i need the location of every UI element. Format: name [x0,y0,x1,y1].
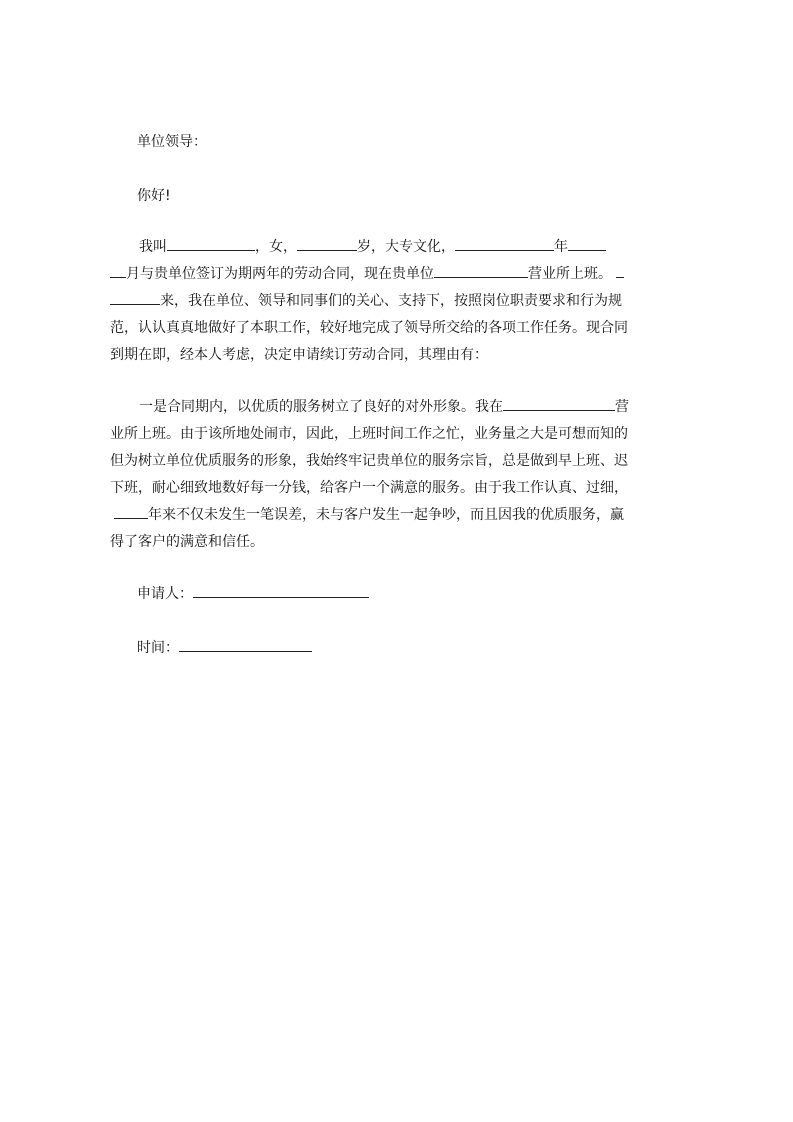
blank-month-end [110,264,126,278]
paragraph-1-line-4: 范，认认真真地做好了本职工作，较好地完成了领导所交给的各项工作任务。现合同 [110,320,628,336]
text: 岁，大专文化， [357,239,455,255]
paragraph-2-line-3: 但为树立单位优质服务的形象，我始终牢记贵单位的服务宗旨，总是做到早上班、迟 [110,453,628,469]
blank-years [114,505,148,519]
blank-office [434,264,528,278]
text: 我叫 [139,239,167,255]
blank-name [167,237,255,251]
text: 营业所上班。 [528,266,612,282]
paragraph-2-line-5 [110,505,698,525]
time-label: 时间： [137,640,179,656]
paragraph-1-line-3 [110,291,698,311]
greeting: 你好! [137,188,171,204]
blank-age [297,237,357,251]
applicant-line [137,584,725,604]
paragraph-2-line-2: 业所上班。由于该所地处闹市，因此，上班时间工作之忙，业务量之大是可想而知的 [110,426,628,442]
blank-office-2 [503,397,615,411]
blank-period-start [616,264,624,278]
text: ，女， [255,239,297,255]
text: 年来不仅未发生一笔误差，未与客户发生一起争吵，而且因我的优质服务，赢 [148,507,624,523]
text: 营 [615,399,629,415]
time-line [137,638,725,658]
text: 一是合同期内，以优质的服务树立了良好的对外形象。我在 [139,399,503,415]
blank-period [110,291,160,305]
paragraph-1-line-1 [139,237,699,257]
paragraph-1-line-2 [110,264,698,284]
time-blank[interactable] [179,638,312,652]
blank-year [455,237,554,251]
paragraph-2-line-4: 下班，耐心细致地数好每一分钱，给客户一个满意的服务。由于我工作认真、过细， [110,480,628,496]
blank-month-start [568,237,606,251]
paragraph-2-line-6: 得了客户的满意和信任。 [110,534,264,550]
text: 来，我在单位、领导和同事们的关心、支持下，按照岗位职责要求和行为规 [160,293,622,309]
paragraph-1-line-5: 到期在即，经本人考虑，决定申请续订劳动合同，其理由有： [110,347,488,363]
salutation: 单位领导： [137,134,207,150]
paragraph-2-line-1 [139,397,699,417]
text: 年 [554,239,568,255]
applicant-label: 申请人： [137,586,193,602]
text: 月与贵单位签订为期两年的劳动合同，现在贵单位 [126,266,434,282]
applicant-signature-blank[interactable] [193,584,369,598]
